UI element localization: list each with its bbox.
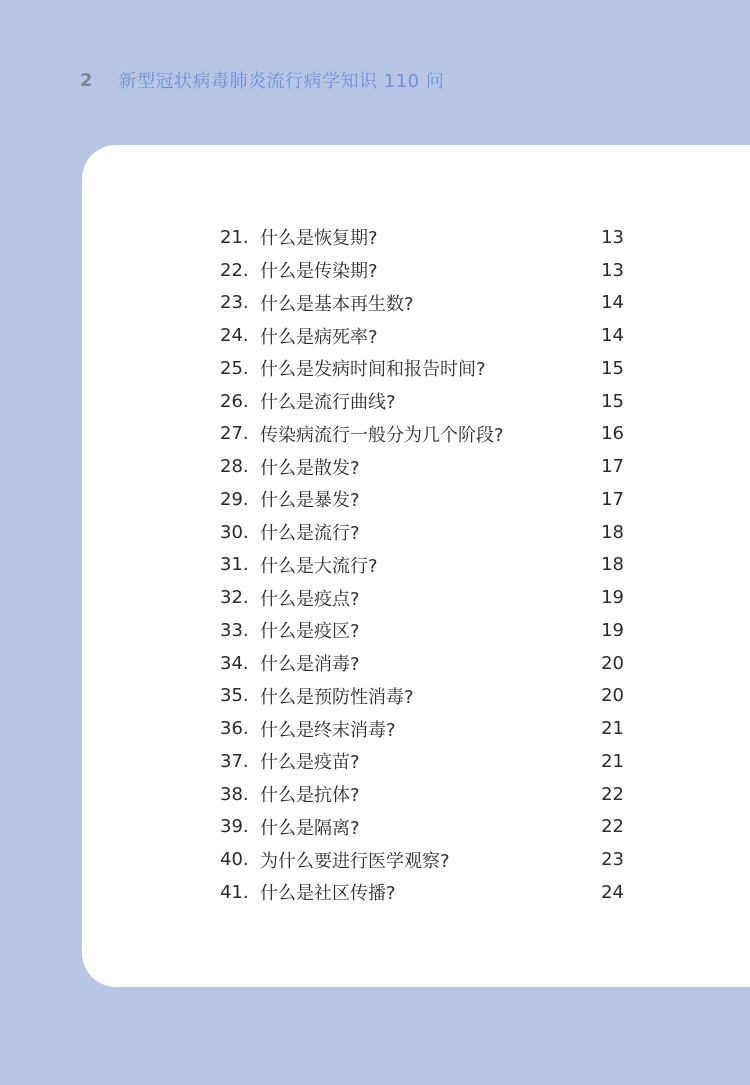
toc-entry[interactable] (220, 680, 624, 713)
toc-entry[interactable] (220, 745, 624, 778)
toc-entry[interactable] (220, 450, 624, 483)
entry-title: 什么是疫苗? (260, 752, 360, 774)
toc-entry[interactable] (220, 418, 624, 451)
entry-page-number: 13 (601, 259, 624, 281)
entry-page-number: 17 (601, 488, 624, 510)
entry-page-number: 24 (601, 881, 624, 903)
toc-entry[interactable] (220, 581, 624, 614)
entry-number: 40. (220, 849, 249, 871)
entry-title: 什么是病死率? (260, 326, 378, 348)
entry-title: 什么是抗体? (260, 785, 360, 807)
toc-entry[interactable] (220, 287, 624, 320)
running-header (80, 64, 444, 96)
entry-title: 什么是流行曲线? (260, 392, 396, 414)
toc-entry[interactable] (220, 876, 624, 909)
entry-page-number: 23 (601, 849, 624, 871)
entry-number: 31. (220, 554, 249, 576)
entry-number: 41. (220, 881, 249, 903)
toc-entry[interactable] (220, 778, 624, 811)
entry-number: 28. (220, 456, 249, 478)
entry-number: 29. (220, 488, 249, 510)
toc-entry[interactable] (220, 352, 624, 385)
entry-page-number: 15 (601, 357, 624, 379)
entry-title: 什么是隔离? (260, 817, 360, 839)
entry-page-number: 20 (601, 685, 624, 707)
book-title: 新型冠状病毒肺炎流行病学知识 110 问 (118, 71, 445, 92)
entry-page-number: 21 (601, 718, 624, 740)
entry-number: 27. (220, 423, 249, 445)
page-number: 2 (80, 69, 93, 91)
toc-entry[interactable] (220, 712, 624, 745)
entry-number: 39. (220, 816, 249, 838)
toc-entry[interactable] (220, 483, 624, 516)
toc-entry[interactable] (220, 221, 624, 254)
entry-number: 38. (220, 783, 249, 805)
entry-page-number: 22 (601, 816, 624, 838)
toc-entry[interactable] (220, 516, 624, 549)
entry-number: 32. (220, 587, 249, 609)
entry-title: 什么是暴发? (260, 490, 360, 512)
entry-number: 35. (220, 685, 249, 707)
entry-number: 25. (220, 357, 249, 379)
entry-title: 什么是基本再生数? (260, 293, 414, 315)
entry-title: 什么是发病时间和报告时间? (260, 359, 486, 381)
toc-entry[interactable] (220, 319, 624, 352)
entry-number: 37. (220, 750, 249, 772)
toc-entry[interactable] (220, 549, 624, 582)
entry-title: 传染病流行一般分为几个阶段? (260, 424, 504, 446)
entry-number: 24. (220, 325, 249, 347)
entry-number: 26. (220, 390, 249, 412)
entry-title: 什么是消毒? (260, 654, 360, 676)
entry-title: 什么是疫点? (260, 588, 360, 610)
entry-number: 34. (220, 652, 249, 674)
toc-entry[interactable] (220, 385, 624, 418)
entry-page-number: 19 (601, 619, 624, 641)
entry-number: 36. (220, 718, 249, 740)
entry-page-number: 18 (601, 554, 624, 576)
entry-number: 33. (220, 619, 249, 641)
content-panel (82, 145, 750, 987)
entry-page-number: 15 (601, 390, 624, 412)
entry-title: 什么是疫区? (260, 621, 360, 643)
toc-entry[interactable] (220, 843, 624, 876)
entry-page-number: 22 (601, 783, 624, 805)
table-of-contents (220, 221, 624, 909)
toc-entry[interactable] (220, 647, 624, 680)
entry-page-number: 20 (601, 652, 624, 674)
entry-title: 什么是社区传播? (260, 883, 396, 905)
entry-page-number: 16 (601, 423, 624, 445)
entry-title: 为什么要进行医学观察? (260, 850, 450, 872)
entry-number: 22. (220, 259, 249, 281)
entry-page-number: 14 (601, 292, 624, 314)
entry-title: 什么是恢复期? (260, 228, 378, 250)
entry-title: 什么是大流行? (260, 555, 378, 577)
entry-number: 23. (220, 292, 249, 314)
toc-entry[interactable] (220, 811, 624, 844)
entry-page-number: 14 (601, 325, 624, 347)
entry-title: 什么是流行? (260, 523, 360, 545)
toc-entry[interactable] (220, 254, 624, 287)
entry-number: 30. (220, 521, 249, 543)
entry-page-number: 17 (601, 456, 624, 478)
entry-page-number: 19 (601, 587, 624, 609)
entry-page-number: 13 (601, 226, 624, 248)
entry-page-number: 18 (601, 521, 624, 543)
entry-number: 21. (220, 226, 249, 248)
entry-title: 什么是散发? (260, 457, 360, 479)
entry-title: 什么是传染期? (260, 261, 378, 283)
entry-page-number: 21 (601, 750, 624, 772)
toc-entry[interactable] (220, 614, 624, 647)
entry-title: 什么是终末消毒? (260, 719, 396, 741)
entry-title: 什么是预防性消毒? (260, 686, 414, 708)
